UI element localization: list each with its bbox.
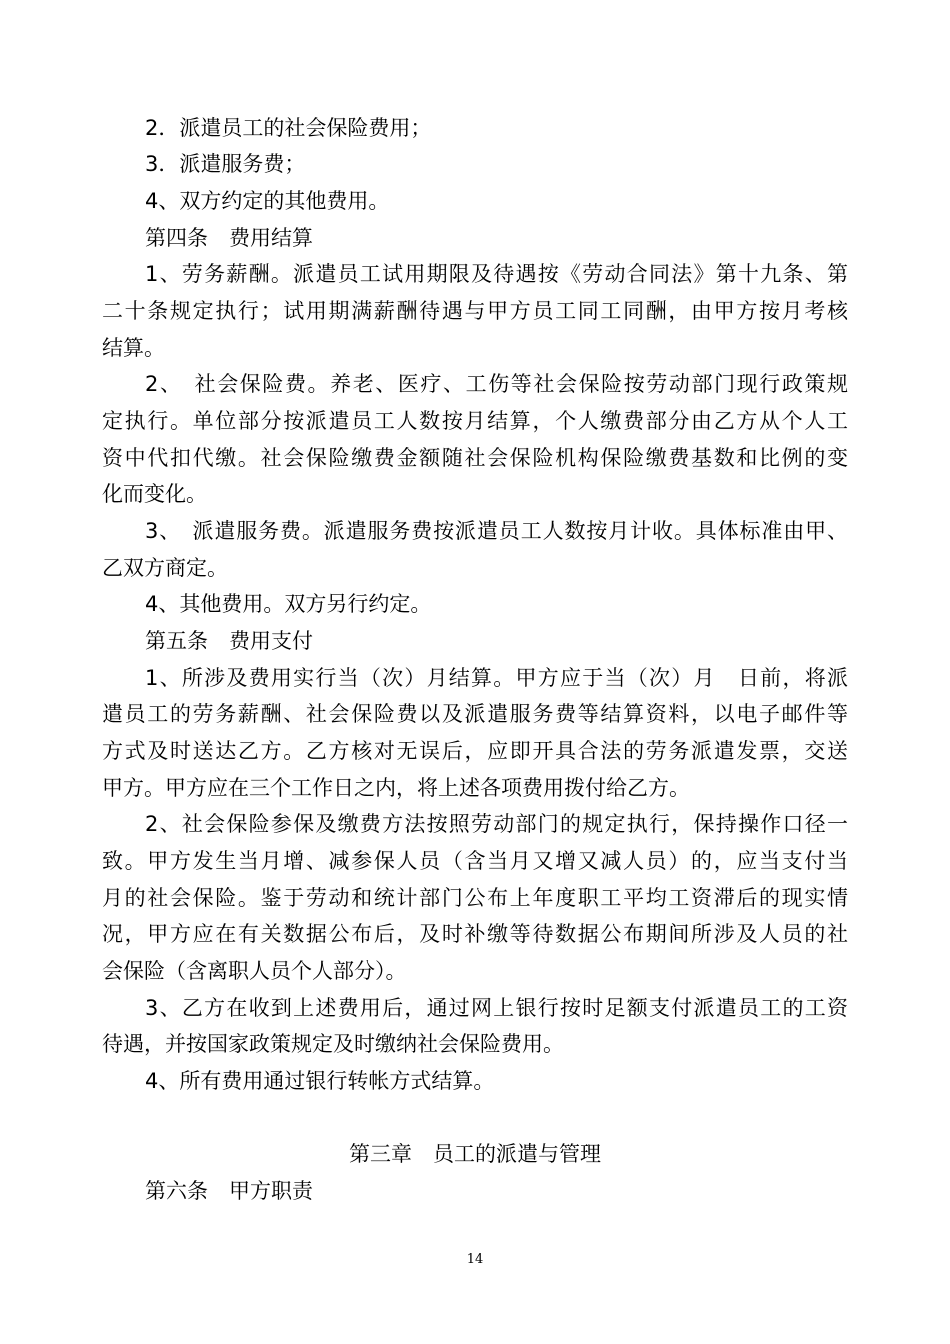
paragraph-line: 4、所有费用通过银行转帐方式结算。 <box>145 1069 495 1093</box>
chapter-heading: 第三章 员工的派遣与管理 <box>349 1142 601 1166</box>
page-number: 14 <box>466 1252 484 1267</box>
paragraph-line: 3、 派遣服务费。派遣服务费按派遣员工人数按月计收。具体标准由甲、 <box>145 519 848 543</box>
fee-item-service-fee: 3．派遣服务费； <box>145 152 306 176</box>
paragraph-line: 1、所涉及费用实行当（次）月结算。甲方应于当（次）月 日前，将派 <box>145 666 848 690</box>
paragraph-line: 4、其他费用。双方另行约定。 <box>145 592 432 616</box>
paragraph-line: 2、 社会保险费。养老、医疗、工伤等社会保险按劳动部门现行政策规 <box>145 372 848 396</box>
paragraph-line: 致。甲方发生当月增、减参保人员（含当月又增又减人员）的，应当支付当 <box>102 849 848 873</box>
paragraph-line: 方式及时送达乙方。乙方核对无误后，应即开具合法的劳务派遣发票，交送 <box>102 739 848 763</box>
paragraph-line: 甲方。甲方应在三个工作日之内，将上述各项费用拨付给乙方。 <box>102 776 690 800</box>
paragraph-line: 2、社会保险参保及缴费方法按照劳动部门的规定执行，保持操作口径一 <box>145 812 848 836</box>
paragraph-line: 乙双方商定。 <box>102 556 228 580</box>
fee-item-other: 4、双方约定的其他费用。 <box>145 189 390 213</box>
paragraph-line: 化而变化。 <box>102 482 207 506</box>
article-five-heading: 第五条 费用支付 <box>145 629 313 653</box>
paragraph-line: 待遇，并按国家政策规定及时缴纳社会保险费用。 <box>102 1032 564 1056</box>
paragraph-line: 月的社会保险。鉴于劳动和统计部门公布上年度职工平均工资滞后的现实情 <box>102 886 848 910</box>
article-six-heading: 第六条 甲方职责 <box>145 1179 313 1203</box>
paragraph-line: 定执行。单位部分按派遣员工人数按月结算，个人缴费部分由乙方从个人工 <box>102 409 848 433</box>
paragraph-line: 遣员工的劳务薪酬、社会保险费以及派遣服务费等结算资料，以电子邮件等 <box>102 702 848 726</box>
fee-item-social-insurance: 2．派遣员工的社会保险费用； <box>145 116 432 140</box>
paragraph-line: 结算。 <box>102 336 165 360</box>
paragraph-line: 二十条规定执行；试用期满薪酬待遇与甲方员工同工同酬，由甲方按月考核 <box>102 299 848 323</box>
paragraph-line: 资中代扣代缴。社会保险缴费金额随社会保险机构保险缴费基数和比例的变 <box>102 446 848 470</box>
paragraph-line: 会保险（含离职人员个人部分）。 <box>102 959 407 983</box>
paragraph-line: 3、乙方在收到上述费用后，通过网上银行按时足额支付派遣员工的工资 <box>145 996 848 1020</box>
article-four-heading: 第四条 费用结算 <box>145 226 313 250</box>
paragraph-line: 况，甲方应在有关数据公布后，及时补缴等待数据公布期间所涉及人员的社 <box>102 922 848 946</box>
paragraph-line: 1、劳务薪酬。派遣员工试用期限及待遇按《劳动合同法》第十九条、第 <box>145 262 848 286</box>
